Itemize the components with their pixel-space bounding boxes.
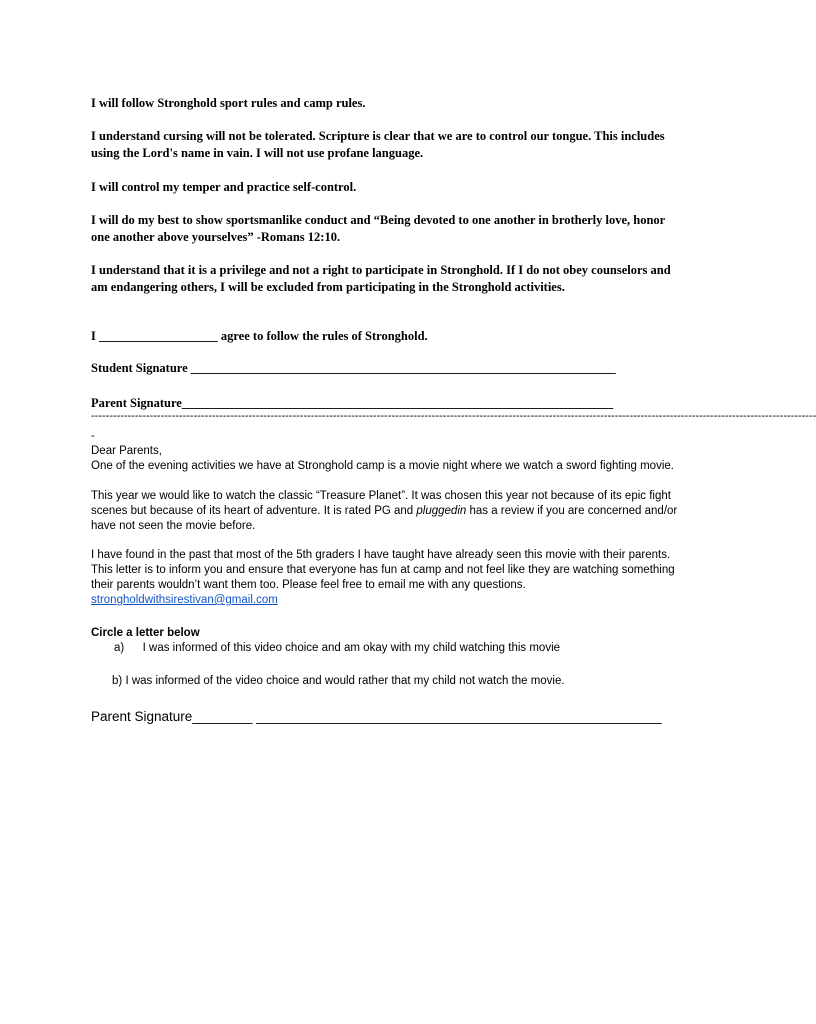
movie-text-start: This year we would like to watch the classic “Treasure Planet”. It was chosen this year not because of its epic fight scenes but because of its heart of adventure. It is rated PG and	[91, 490, 671, 517]
cut-divider-wrap: -	[91, 430, 95, 442]
letter-parent-signature: Parent Signature________ ______________________________________________________	[91, 709, 662, 724]
option-b-letter: b)	[112, 675, 123, 687]
rule-self-control: I will control my temper and practice self-control.	[91, 180, 357, 194]
email-link[interactable]: strongholdwithsirestivan@gmail.com	[91, 594, 278, 606]
movie-text-end: has a review if you are concerned and/or have not seen the movie before.	[91, 505, 678, 532]
inform-text: I have found in the past that most of the 5th graders I have taught have already seen this movie with their parents. This letter is to inform you and ensure that everyone has fun at camp and not feel like they are watching something their parents wouldn’t want them too. Please feel free to email me with any questions.	[91, 549, 675, 591]
rule-privilege: I understand that it is a privilege and not a right to participate in Stronghold. If I do not obey counselors and am endangering others, I will be excluded from participating in the Stronghold activities.	[91, 263, 671, 294]
option-b-text: I was informed of the video choice and would rather that my child not watch the movie.	[125, 675, 565, 687]
rule-sportsmanship: I will do my best to show sportsmanlike conduct and “Being devoted to one another in brotherly love, honor one another above yourselves” -Romans 12:10.	[91, 213, 666, 244]
option-b	[112, 674, 565, 689]
circle-instruction: Circle a letter below	[91, 627, 200, 639]
letter-greeting: Dear Parents,	[91, 445, 162, 457]
option-a	[114, 641, 560, 656]
rule-no-cursing: I understand cursing will not be tolerated. Scripture is clear that we are to control our tongue. This includes using the Lord's name in vain. I will not use profane language.	[91, 129, 665, 160]
student-signature-line: Student Signature ____________________________________________________________________	[91, 361, 616, 375]
parent-signature-line: Parent Signature_____________________________________________________________________	[91, 396, 614, 410]
pluggedin-text: pluggedin	[416, 505, 467, 517]
agree-line: I ___________________ agree to follow the rules of Stronghold.	[91, 329, 428, 343]
rule-follow-rules: I will follow Stronghold sport rules and camp rules.	[91, 96, 366, 110]
cut-divider: ------------------------------------------------------------------------------------------------------------------------------------------------------------------------------------------------------	[91, 410, 816, 422]
option-a-text: I was informed of this video choice and am okay with my child watching this movie	[142, 642, 561, 654]
letter-paragraph-movie	[91, 489, 678, 534]
letter-paragraph-inform	[91, 548, 681, 608]
option-a-letter: a)	[114, 642, 125, 654]
letter-paragraph-intro: One of the evening activities we have at Stronghold camp is a movie night where we watch a sword fighting movie.	[91, 460, 674, 472]
